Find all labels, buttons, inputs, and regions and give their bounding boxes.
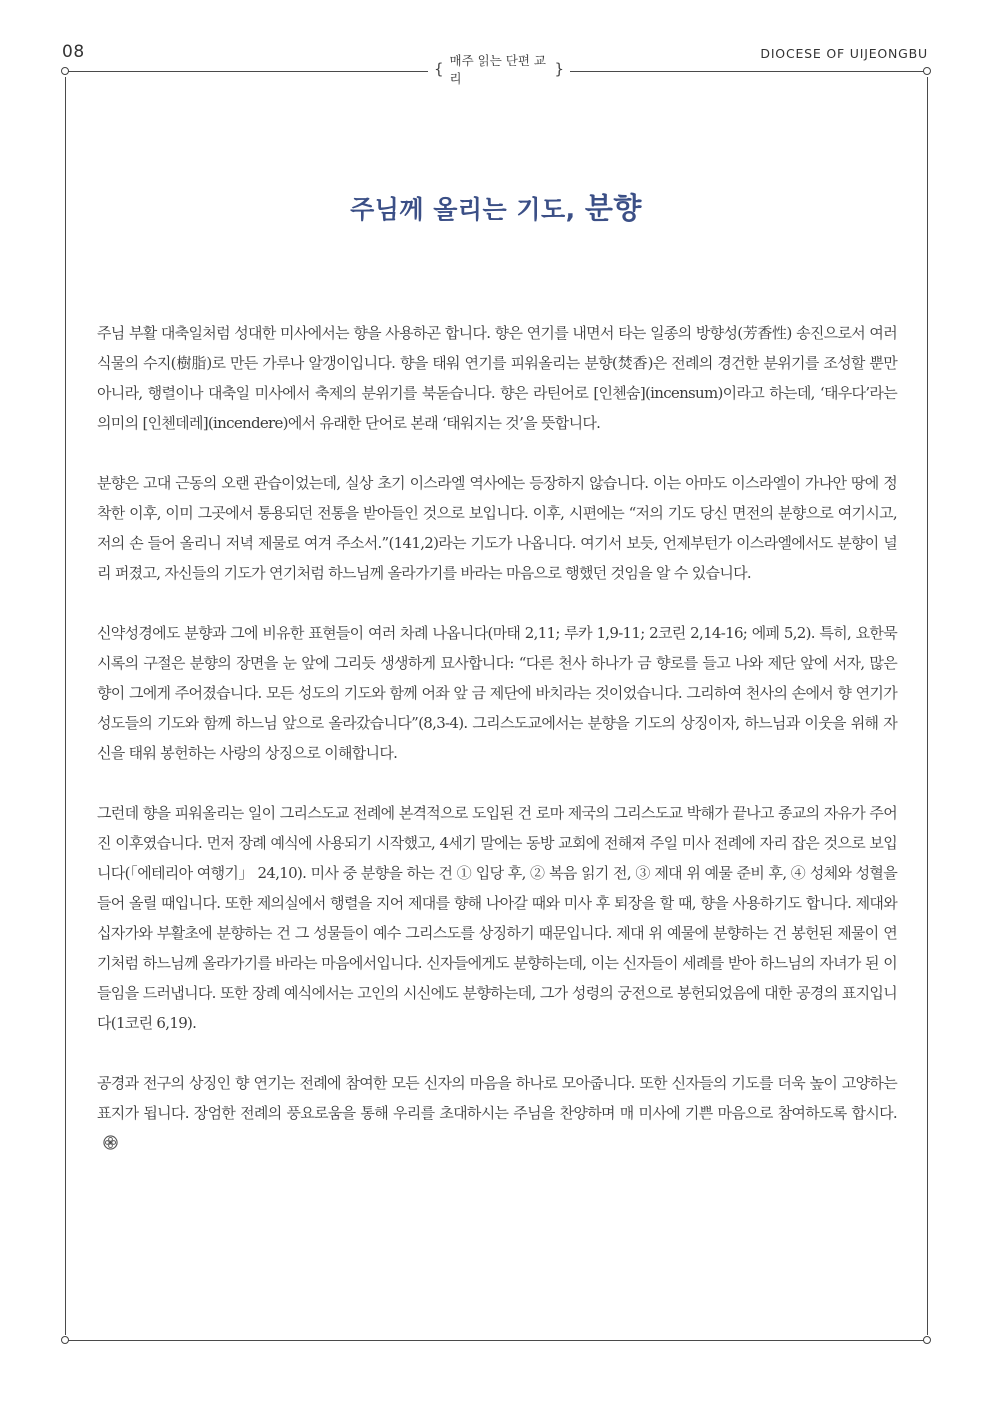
corner-dot-bottom-left [61, 1336, 69, 1344]
paragraph-4: 그런데 향을 피워올리는 일이 그리스도교 전례에 본격적으로 도입된 건 로마 제국의 그리스도교 박해가 끝나고 종교의 자유가 주어진 이후였습니다. 먼저 장례 예식에 사용되기 시작했고, 4세기 말에는 동방 교회에 전해져 주일 미사 전례에 자리 잡은 것으로 보입니다(「에테리아 여행기」 24,10). 미사 중 분향을 하는 건 ① 입당 후, ② 복음 읽기 전, ③ 제대 위 예물 준비 후, ④ 성체와 성혈을 들어 올릴 때입니다. 또한 제의실에서 행렬을 지어 제대를 향해 나아갈 때와 미사 후 퇴장을 할 때, 향을 사용하기도 합니다. 제대와 십자가와 부활초에 분향하는 건 그 성물들이 예수 그리스도를 상징하기 때문입니다. 제대 위 예물에 분향하는 건 봉헌된 제물이 연기처럼 하느님께 올라가기를 바라는 마음에서입니다. 신자들에게도 분향하는데, 이는 신자들이 세례를 받아 하느님의 자녀가 된 이들임을 드러냅니다. 또한 장례 예식에서는 고인의 시신에도 분향하는데, 그가 성령의 궁전으로 봉헌되었음에 대한 공경의 표지입니다(1코린 6,19). [97, 804, 898, 1032]
flower-ornament-icon [103, 1130, 118, 1145]
frame-left-line [65, 77, 66, 1335]
paragraph-1: 주님 부활 대축일처럼 성대한 미사에서는 향을 사용하곤 합니다. 향은 연기를 내면서 타는 일종의 방향성(芳香性) 송진으로서 여러 식물의 수지(樹脂)로 만든 가루나 알갱이입니다. 향을 태워 연기를 피워올리는 분향(焚香)은 전례의 경건한 분위기를 조성할 뿐만 아니라, 행렬이나 대축일 미사에서 축제의 분위기를 북돋습니다. 향은 라틴어로 [인첸숨](incensum)이라고 하는데, ‘태우다’라는 의미의 [인첸데레](incendere)에서 유래한 단어로 본래 ‘태워지는 것’을 뜻합니다. [97, 324, 897, 432]
article-title [0, 186, 992, 227]
frame-bottom-line [66, 1340, 928, 1341]
corner-dot-bottom-right [923, 1336, 931, 1344]
title-main: 주님께 올리는 기도, [350, 195, 576, 224]
paragraph-3: 신약성경에도 분향과 그에 비유한 표현들이 여러 차례 나옵니다(마태 2,11; 루카 1,9-11; 2코린 2,14-16; 에페 5,2). 특히, 요한묵시록의 구절은 분향의 장면을 눈 앞에 그리듯 생생하게 묘사합니다: “다른 천사 하나가 금 향로를 들고 나와 제단 앞에 서자, 많은 향이 그에게 주어졌습니다. 모든 성도의 기도와 함께 어좌 앞 금 제단에 바치라는 것이었습니다. 그리하여 천사의 손에서 향 연기가 성도들의 기도와 함께 하느님 앞으로 올라갔습니다”(8,3-4). 그리스도교에서는 분향을 기도의 상징이자, 하느님과 이웃을 위해 자신을 태워 봉헌하는 사랑의 상징으로 이해합니다. [97, 624, 897, 762]
diocese-name: DIOCESE OF UIJEONGBU [760, 46, 928, 61]
brace-open: { [434, 60, 444, 78]
frame-right-line [927, 77, 928, 1335]
series-tag [428, 53, 570, 86]
brace-close: } [554, 60, 564, 78]
paragraph-5 [97, 1068, 897, 1158]
paragraph-5-text: 공경과 전구의 상징인 향 연기는 전례에 참여한 모든 신자의 마음을 하나로 모아줍니다. 또한 신자들의 기도를 더욱 높이 고양하는 표지가 됩니다. 장엄한 전례의 풍요로움을 통해 우리를 초대하시는 주님을 찬양하며 매 미사에 기쁜 마음으로 참여하도록 합시다. [97, 1074, 897, 1122]
corner-dot-top-right [923, 67, 931, 75]
series-title: 매주 읽는 단편 교리 [449, 53, 546, 86]
page-number: 08 [62, 42, 85, 62]
corner-dot-top-left [61, 67, 69, 75]
title-emphasis: 분향 [584, 191, 642, 225]
article-body [97, 318, 897, 1188]
paragraph-2: 분향은 고대 근동의 오랜 관습이었는데, 실상 초기 이스라엘 역사에는 등장하지 않습니다. 이는 아마도 이스라엘이 가나안 땅에 정착한 이후, 이미 그곳에서 통용되던 전통을 받아들인 것으로 보입니다. 이후, 시편에는 “저의 기도 당신 면전의 분향으로 여기시고, 저의 손 들어 올리니 저녁 제물로 여겨 주소서.”(141,2)라는 기도가 나옵니다. 여기서 보듯, 언제부턴가 이스라엘에서도 분향이 널리 퍼졌고, 자신들의 기도가 연기처럼 하느님께 올라가기를 바라는 마음으로 행했던 것임을 알 수 있습니다. [97, 474, 897, 582]
